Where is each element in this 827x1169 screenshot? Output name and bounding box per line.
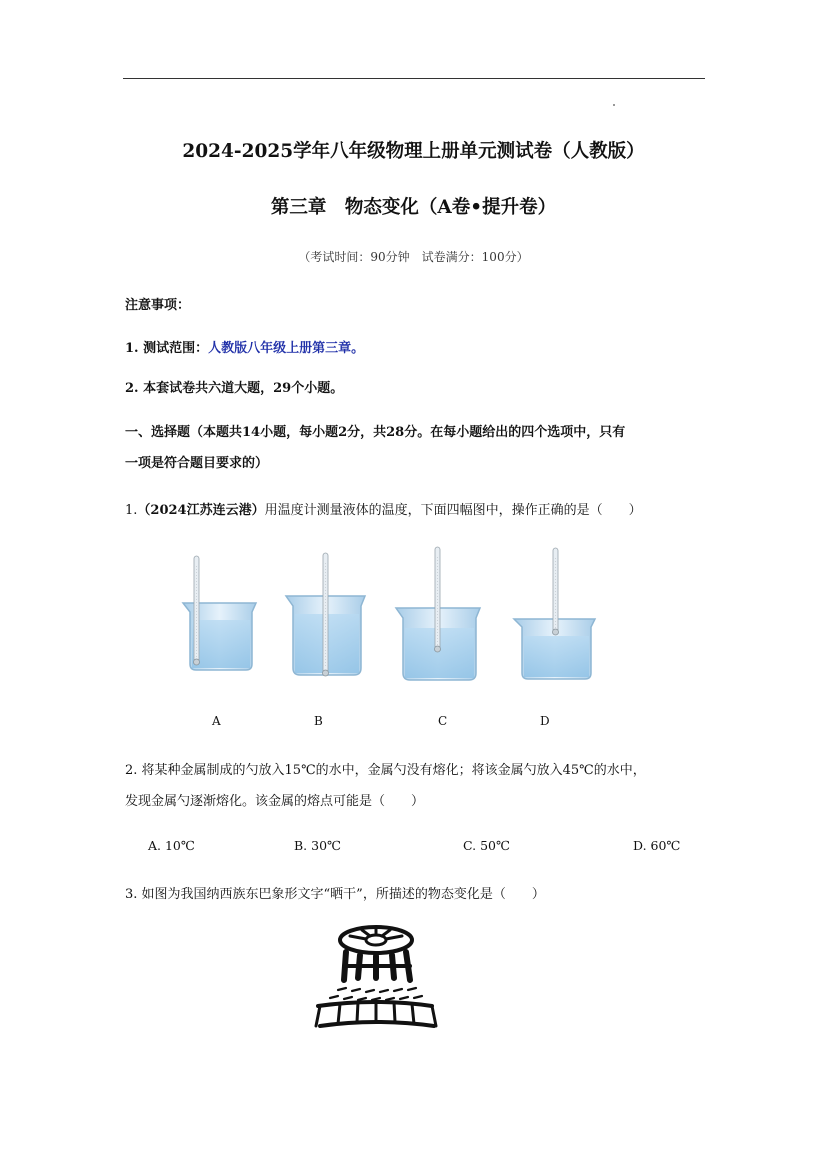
question-3: 3. 如图为我国纳西族东巴象形文字“晒干”，所描述的物态变化是（ ）: [125, 887, 545, 902]
thermometer-a: [194, 556, 200, 665]
q2-option-b: B. 30℃: [294, 838, 342, 853]
figure-label-b: B: [314, 714, 323, 728]
chapter-title: 第三章 物态变化（A卷•提升卷）: [270, 197, 557, 218]
page-title: 2024-2025学年八年级物理上册单元测试卷（人教版）: [182, 141, 645, 162]
figure-label-d: D: [540, 714, 550, 728]
q2-option-c: C. 50℃: [463, 838, 510, 853]
section-heading-line2: 一项是符合题目要求的）: [125, 456, 269, 471]
question-1-number: 1.: [125, 503, 138, 518]
question-2-line2: 发现金属勺逐渐熔化。该金属的熔点可能是（ ）: [125, 794, 425, 809]
test-scope: 人教版八年级上册第三章。: [208, 341, 365, 356]
figure-label-c: C: [438, 714, 448, 728]
notes-item-2: 2. 本套试卷共六道大题，29个小题。: [125, 381, 344, 396]
exam-info: （考试时间：90分钟 试卷满分：100分）: [298, 250, 529, 264]
notes-heading: 注意事项：: [125, 298, 191, 313]
section-heading-line1: 一、选择题（本题共14小题，每小题2分，共28分。在每小题给出的四个选项中，只有: [125, 425, 626, 440]
thermometer-c: [435, 547, 441, 652]
notes-item-1-label: 1. 测试范围：: [125, 341, 209, 356]
question-1-text: 用温度计测量液体的温度，下面四幅图中，操作正确的是（ ）: [264, 503, 642, 518]
question-2-line1: 2. 将某种金属制成的勺放入15℃的水中，金属勺没有熔化；将该金属勺放入45℃的水中，: [125, 763, 646, 778]
dongba-pictograph: [316, 927, 436, 1026]
figure-label-a: A: [212, 714, 221, 728]
thermometer-b: [323, 553, 329, 676]
q2-option-a: A. 10℃: [148, 838, 195, 853]
thermometer-d: [553, 548, 559, 635]
question-1-source: （2024江苏连云港）: [137, 503, 265, 518]
q2-option-d: D. 60℃: [633, 838, 681, 853]
